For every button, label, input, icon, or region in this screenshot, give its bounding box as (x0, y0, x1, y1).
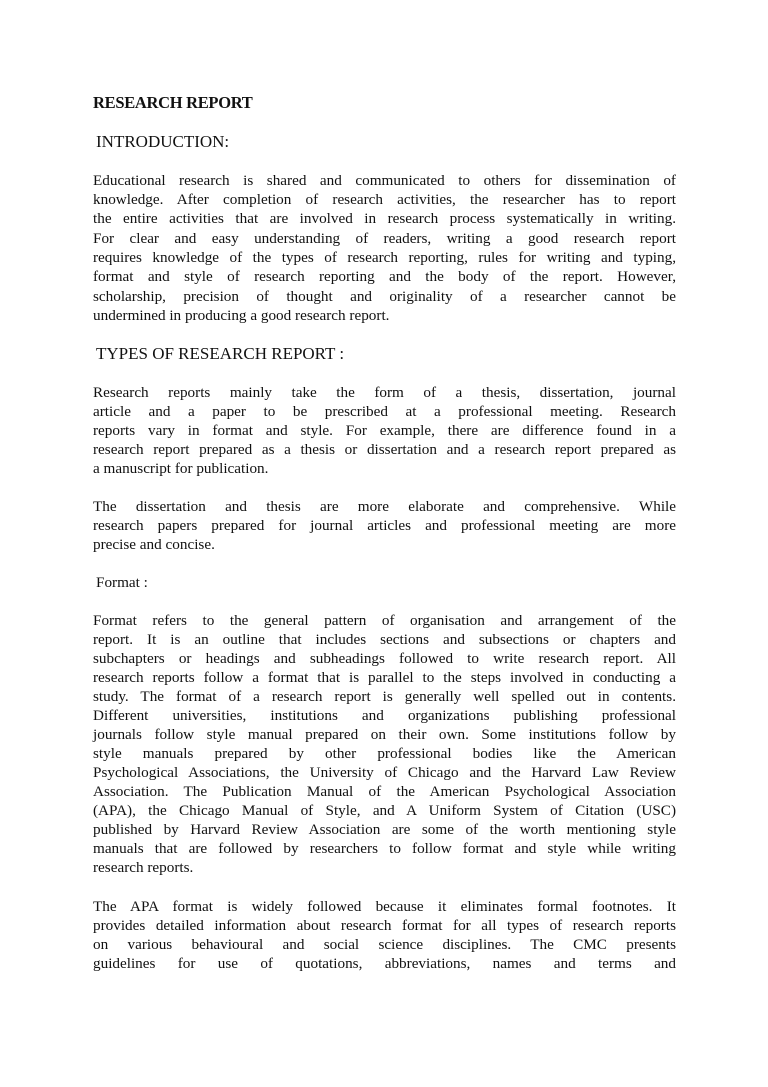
text-line: the entire activities that are involved in research process systematically in writing. (93, 210, 676, 227)
text-line: The dissertation and thesis are more elaborate and comprehensive. While (93, 498, 676, 515)
text-line: provides detailed information about research format for all types of research reports (93, 917, 676, 934)
text-line: subchapters or headings and subheadings followed to write research report. All (93, 650, 676, 667)
text-line: format and style of research reporting and the body of the report. However, (93, 268, 676, 285)
text-line: Format refers to the general pattern of organisation and arrangement of the (93, 612, 676, 629)
text-line: precise and concise. (93, 536, 215, 553)
text-line: Association. The Publication Manual of the American Psychological Association (93, 783, 676, 800)
text-line: a manuscript for publication. (93, 460, 269, 477)
text-line: knowledge. After completion of research activities, the researcher has to report (93, 191, 676, 208)
section-heading-format: Format : (96, 574, 148, 591)
section-heading-introduction: INTRODUCTION: (96, 132, 230, 151)
text-line: research reports follow a format that is parallel to the steps involved in conducting a (93, 669, 676, 686)
text-line: manuals that are followed by researchers to follow format and style while writing (93, 840, 676, 857)
text-line: Different universities, institutions and organizations publishing professional (93, 707, 676, 724)
text-line: research report prepared as a thesis or dissertation and a research report prepared as (93, 441, 676, 458)
text-line: research papers prepared for journal articles and professional meeting are more (93, 517, 676, 534)
text-line: on various behavioural and social science disciplines. The CMC presents (93, 936, 676, 953)
text-line: reports vary in format and style. For example, there are difference found in a (93, 422, 676, 439)
text-line: (APA), the Chicago Manual of Style, and A Uniform System of Citation (USC) (93, 802, 676, 819)
text-line: requires knowledge of the types of research reporting, rules for writing and typing, (93, 249, 676, 266)
text-line: Educational research is shared and communicated to others for dissemination of (93, 172, 676, 189)
text-line: style manuals prepared by other professional bodies like the American (93, 745, 676, 762)
text-line: journals follow style manual prepared on their own. Some institutions follow by (93, 726, 676, 743)
text-line: research reports. (93, 859, 194, 876)
text-line: Psychological Associations, the University of Chicago and the Harvard Law Review (93, 764, 676, 781)
text-line: Research reports mainly take the form of a thesis, dissertation, journal (93, 384, 676, 401)
text-line: article and a paper to be prescribed at a professional meeting. Research (93, 403, 676, 420)
text-line: For clear and easy understanding of readers, writing a good research report (93, 230, 676, 247)
text-line: undermined in producing a good research report. (93, 307, 390, 324)
text-line: study. The format of a research report is generally well spelled out in contents. (93, 688, 676, 705)
text-line: published by Harvard Review Association are some of the worth mentioning style (93, 821, 676, 838)
section-heading-types: TYPES OF RESEARCH REPORT : (96, 344, 345, 363)
text-line: The APA format is widely followed because it eliminates formal footnotes. It (93, 898, 676, 915)
text-line: guidelines for use of quotations, abbreviations, names and terms and (93, 955, 676, 972)
document-title: RESEARCH REPORT (93, 93, 253, 112)
text-line: report. It is an outline that includes sections and subsections or chapters and (93, 631, 676, 648)
text-line: scholarship, precision of thought and originality of a researcher cannot be (93, 288, 676, 305)
